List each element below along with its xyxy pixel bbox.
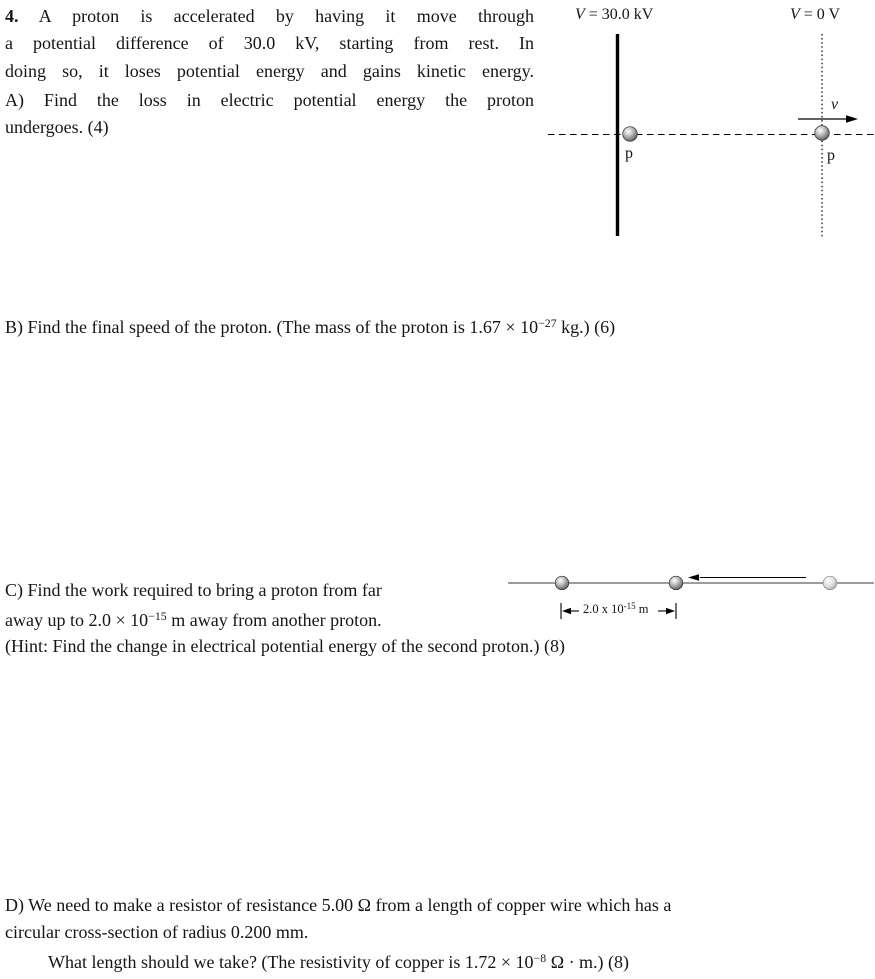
proton-right-icon [815, 126, 830, 141]
part-c-line-3: (Hint: Find the change in electrical potential energy of the second proton.) (8) [5, 636, 565, 656]
right-proton-label: p [827, 147, 835, 164]
part-c-tail: m away from another proton. [166, 610, 382, 630]
statement-line-1 [5, 3, 534, 30]
part-c-line-2 [5, 610, 382, 631]
part-d-line-2: circular cross-section of radius 0.200 mm. [5, 922, 309, 942]
voltage-value: = 0 V [799, 6, 841, 23]
part-c-exponent: −15 [148, 609, 167, 624]
voltage-value: = 30.0 kV [584, 6, 654, 23]
part-d-line-3 [48, 952, 629, 973]
statement-line-2: a potential difference of 30.0 kV, starting from rest. In [5, 33, 534, 54]
measure-arrowhead-right-icon [666, 608, 675, 614]
left-proton-label: p [625, 145, 633, 162]
part-d-line-1: D) We need to make a resistor of resistance 5.00 Ω from a length of copper wire which has a [5, 895, 672, 915]
part-b-exponent: −27 [538, 316, 557, 331]
distance-unit: m [635, 602, 649, 616]
part-b-body: B) Find the final speed of the proton. (The mass of the proton is 1.67 × 10 [5, 317, 539, 337]
voltage-var: V [575, 6, 585, 23]
velocity-arrowhead-icon [846, 115, 858, 123]
part-a-line-2: undergoes. (4) [5, 117, 109, 138]
left-plate-voltage-label [575, 6, 653, 24]
part-c-line-1: C) Find the work required to bring a proton from far [5, 580, 382, 600]
distant-proton-icon [823, 576, 837, 590]
two-proton-diagram [505, 563, 875, 625]
fixed-proton-icon [555, 576, 569, 590]
distance-label [583, 602, 648, 617]
part-d-exponent: −8 [533, 951, 547, 966]
acceleration-diagram [540, 0, 875, 250]
problem-4-statement [5, 3, 534, 141]
statement-line-3: doing so, it loses potential energy and gains kinetic energy. [5, 60, 534, 81]
part-a-line-1: A) Find the loss in electric potential energy the proton [5, 89, 534, 110]
part-b-tail: kg.) (6) [556, 317, 616, 337]
measure-arrowhead-left-icon [562, 608, 571, 614]
part-d-tail: Ω · m.) (8) [546, 952, 630, 972]
part-c-body: away up to 2.0 × 10 [5, 610, 149, 630]
right-plate-voltage-label [790, 6, 840, 24]
distance-exponent: -15 [623, 600, 636, 611]
part-b-text [5, 317, 615, 338]
second-proton-icon [669, 576, 683, 590]
voltage-var: V [790, 6, 800, 23]
velocity-label: v [831, 96, 839, 113]
proton-left-icon [623, 127, 638, 142]
problem-number: 4. [5, 6, 19, 26]
statement-text-1: A proton is accelerated by having it move through [38, 6, 534, 26]
distance-value: 2.0 x 10 [583, 602, 624, 616]
part-d-body: What length should we take? (The resistivity of copper is 1.72 × 10 [48, 952, 534, 972]
approach-arrowhead-icon [688, 574, 699, 581]
